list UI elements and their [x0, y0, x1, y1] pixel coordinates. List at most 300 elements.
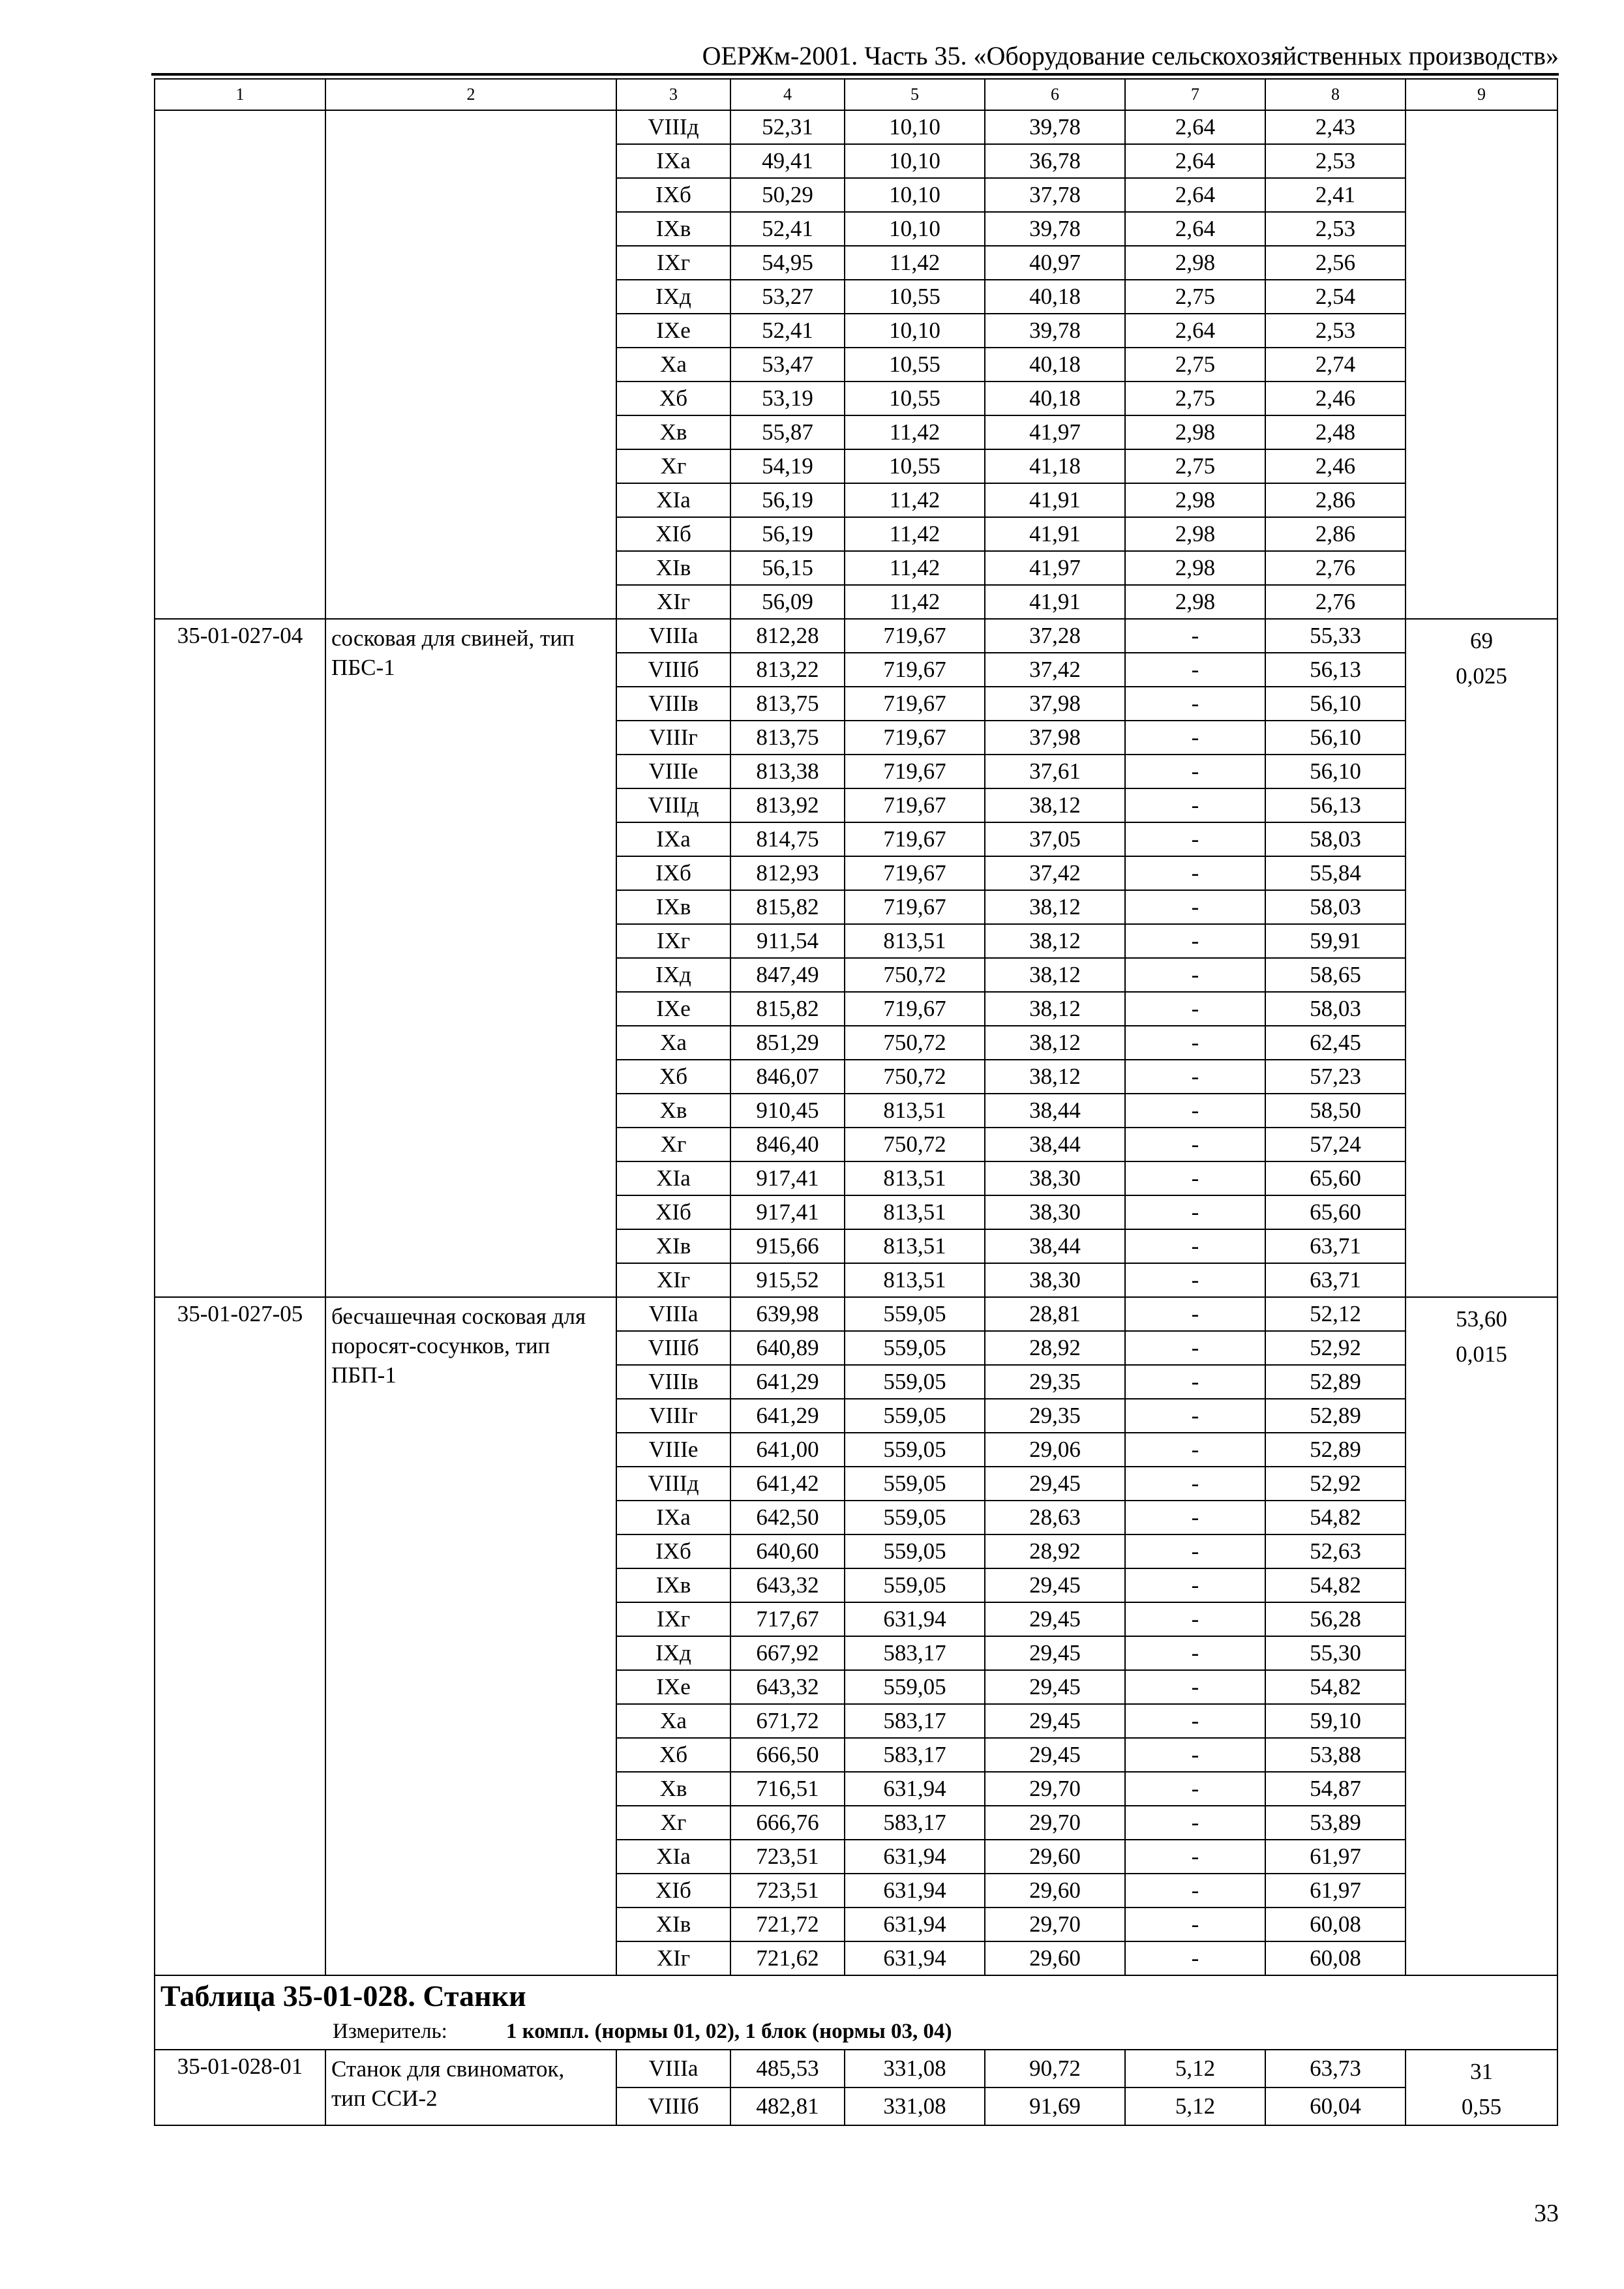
value-col-5: 11,42	[845, 585, 985, 619]
value-col-8: 53,89	[1265, 1806, 1406, 1840]
value-col-4: 56,09	[730, 585, 845, 619]
rate-code-cell: 35-01-027-05	[155, 1297, 325, 1975]
value-col-6: 38,12	[985, 890, 1125, 924]
col9-cell	[1406, 1297, 1557, 1975]
column-number-row	[155, 79, 1557, 110]
zone-cell: VIIIв	[616, 687, 730, 721]
value-col-6: 39,78	[985, 314, 1125, 348]
value-col-4: 55,87	[730, 415, 845, 449]
value-col-6: 91,69	[985, 2087, 1125, 2125]
value-col-4: 667,92	[730, 1636, 845, 1670]
value-col-8: 2,46	[1265, 382, 1406, 415]
value-col-4: 641,42	[730, 1467, 845, 1501]
value-col-4: 910,45	[730, 1094, 845, 1128]
value-col-4: 56,15	[730, 551, 845, 585]
value-col-4: 851,29	[730, 1026, 845, 1060]
value-col-7: 2,64	[1125, 212, 1265, 246]
value-col-6: 28,92	[985, 1534, 1125, 1568]
value-col-6: 90,72	[985, 2050, 1125, 2087]
value-col-7: 2,98	[1125, 246, 1265, 280]
zone-cell: IXг	[616, 1602, 730, 1636]
value-col-4: 482,81	[730, 2087, 845, 2125]
value-col-8: 54,82	[1265, 1568, 1406, 1602]
value-col-5: 719,67	[845, 890, 985, 924]
value-col-7: 2,98	[1125, 551, 1265, 585]
value-col-4: 643,32	[730, 1670, 845, 1704]
value-col-8: 62,45	[1265, 1026, 1406, 1060]
measure-line	[160, 2016, 1557, 2049]
value-col-7: 2,98	[1125, 483, 1265, 517]
value-col-7: -	[1125, 822, 1265, 856]
cell-line: бесчашечная сосковая для	[331, 1304, 586, 1329]
value-col-7: -	[1125, 1738, 1265, 1772]
value-col-8: 52,12	[1265, 1297, 1406, 1331]
value-col-4: 56,19	[730, 483, 845, 517]
value-col-4: 813,75	[730, 721, 845, 755]
value-col-4: 53,27	[730, 280, 845, 314]
value-col-6: 41,91	[985, 483, 1125, 517]
value-col-4: 640,60	[730, 1534, 845, 1568]
value-col-7: -	[1125, 721, 1265, 755]
value-col-5: 559,05	[845, 1568, 985, 1602]
value-col-5: 631,94	[845, 1840, 985, 1874]
column-number: 7	[1125, 79, 1265, 110]
value-col-7: 2,75	[1125, 382, 1265, 415]
value-col-5: 750,72	[845, 1026, 985, 1060]
zone-cell: IXе	[616, 992, 730, 1026]
value-col-8: 58,03	[1265, 992, 1406, 1026]
value-col-6: 40,97	[985, 246, 1125, 280]
value-col-8: 52,92	[1265, 1467, 1406, 1501]
value-col-7: -	[1125, 1602, 1265, 1636]
value-col-8: 2,86	[1265, 483, 1406, 517]
value-col-6: 29,70	[985, 1908, 1125, 1941]
zone-cell: Xа	[616, 1704, 730, 1738]
value-col-7: -	[1125, 1467, 1265, 1501]
zone-cell: VIIIб	[616, 1331, 730, 1365]
zone-cell: IXд	[616, 280, 730, 314]
value-col-5: 719,67	[845, 721, 985, 755]
rate-name-cell	[325, 1297, 616, 1975]
zone-cell: VIIIа	[616, 1297, 730, 1331]
column-number: 5	[845, 79, 985, 110]
value-col-4: 50,29	[730, 178, 845, 212]
value-col-7: -	[1125, 1331, 1265, 1365]
value-col-8: 57,23	[1265, 1060, 1406, 1094]
value-col-8: 56,13	[1265, 653, 1406, 687]
value-col-7: 2,98	[1125, 517, 1265, 551]
value-col-6: 40,18	[985, 382, 1125, 415]
value-col-6: 29,06	[985, 1433, 1125, 1467]
zone-cell: IXд	[616, 958, 730, 992]
value-col-7: -	[1125, 1941, 1265, 1975]
value-col-7: -	[1125, 1534, 1265, 1568]
value-col-7: 2,64	[1125, 314, 1265, 348]
value-col-8: 59,91	[1265, 924, 1406, 958]
zone-cell: Xв	[616, 1772, 730, 1806]
value-col-7: -	[1125, 1840, 1265, 1874]
zone-cell: Xб	[616, 1738, 730, 1772]
value-col-8: 2,43	[1265, 110, 1406, 144]
table-row	[155, 110, 1557, 144]
value-col-4: 639,98	[730, 1297, 845, 1331]
value-col-6: 29,70	[985, 1806, 1125, 1840]
zone-cell: IXб	[616, 856, 730, 890]
zone-cell: XIв	[616, 1229, 730, 1263]
value-col-6: 29,45	[985, 1704, 1125, 1738]
value-col-6: 40,18	[985, 348, 1125, 382]
value-col-5: 583,17	[845, 1704, 985, 1738]
value-col-6: 36,78	[985, 144, 1125, 178]
value-col-4: 54,19	[730, 449, 845, 483]
value-col-5: 583,17	[845, 1636, 985, 1670]
value-col-5: 719,67	[845, 687, 985, 721]
value-col-7: -	[1125, 1026, 1265, 1060]
value-col-4: 642,50	[730, 1501, 845, 1534]
value-col-7: 5,12	[1125, 2087, 1265, 2125]
value-col-5: 813,51	[845, 924, 985, 958]
value-col-5: 559,05	[845, 1501, 985, 1534]
page-number: 33	[1534, 2200, 1559, 2227]
value-col-5: 719,67	[845, 822, 985, 856]
value-col-7: -	[1125, 1229, 1265, 1263]
cell-line: Станок для свиноматок,	[331, 2056, 565, 2082]
value-col-6: 41,91	[985, 517, 1125, 551]
zone-cell: IXб	[616, 1534, 730, 1568]
value-col-4: 723,51	[730, 1840, 845, 1874]
value-col-5: 813,51	[845, 1195, 985, 1229]
value-col-6: 38,12	[985, 788, 1125, 822]
value-col-5: 11,42	[845, 551, 985, 585]
cell-line: ПБП-1	[331, 1362, 397, 1388]
value-col-5: 10,10	[845, 212, 985, 246]
value-col-7: -	[1125, 890, 1265, 924]
value-col-4: 917,41	[730, 1161, 845, 1195]
value-col-8: 52,63	[1265, 1534, 1406, 1568]
value-col-8: 54,82	[1265, 1501, 1406, 1534]
value-col-6: 37,42	[985, 856, 1125, 890]
value-col-5: 11,42	[845, 415, 985, 449]
value-col-7: -	[1125, 958, 1265, 992]
value-col-7: 2,75	[1125, 449, 1265, 483]
value-col-8: 2,76	[1265, 551, 1406, 585]
value-col-8: 59,10	[1265, 1704, 1406, 1738]
value-col-7: -	[1125, 1365, 1265, 1399]
value-col-4: 53,47	[730, 348, 845, 382]
zone-cell: VIIIе	[616, 1433, 730, 1467]
value-col-7: -	[1125, 653, 1265, 687]
column-number: 1	[155, 79, 325, 110]
value-col-6: 29,35	[985, 1399, 1125, 1433]
column-number: 8	[1265, 79, 1406, 110]
zone-cell: IXа	[616, 1501, 730, 1534]
value-col-8: 56,13	[1265, 788, 1406, 822]
table-row	[155, 619, 1557, 653]
value-col-5: 559,05	[845, 1433, 985, 1467]
value-col-4: 52,41	[730, 314, 845, 348]
value-col-6: 37,98	[985, 721, 1125, 755]
value-col-8: 56,10	[1265, 721, 1406, 755]
column-number: 6	[985, 79, 1125, 110]
value-col-8: 52,89	[1265, 1399, 1406, 1433]
zone-cell: VIIIб	[616, 2087, 730, 2125]
value-col-8: 2,53	[1265, 212, 1406, 246]
rate-code-cell: 35-01-027-04	[155, 619, 325, 1297]
cell-line: 0,55	[1461, 2094, 1502, 2119]
value-col-5: 559,05	[845, 1297, 985, 1331]
value-col-4: 915,66	[730, 1229, 845, 1263]
col9-cell	[1406, 110, 1557, 619]
value-col-6: 29,35	[985, 1365, 1125, 1399]
measure-label: Измеритель:	[333, 2020, 447, 2043]
value-col-6: 38,44	[985, 1094, 1125, 1128]
value-col-6: 38,30	[985, 1263, 1125, 1297]
section-title: Таблица 35-01-028. Станки	[160, 1979, 526, 2012]
value-col-8: 65,60	[1265, 1161, 1406, 1195]
value-col-4: 641,29	[730, 1399, 845, 1433]
value-col-6: 38,12	[985, 1026, 1125, 1060]
value-col-8: 57,24	[1265, 1128, 1406, 1161]
value-col-7: 2,75	[1125, 280, 1265, 314]
cell-line: тип ССИ-2	[331, 2086, 438, 2111]
value-col-6: 29,60	[985, 1840, 1125, 1874]
value-col-8: 55,84	[1265, 856, 1406, 890]
value-col-8: 2,74	[1265, 348, 1406, 382]
zone-cell: Xа	[616, 1026, 730, 1060]
value-col-4: 56,19	[730, 517, 845, 551]
value-col-4: 846,07	[730, 1060, 845, 1094]
col9-cell	[1406, 2050, 1557, 2125]
value-col-5: 10,55	[845, 449, 985, 483]
value-col-6: 41,97	[985, 551, 1125, 585]
value-col-4: 716,51	[730, 1772, 845, 1806]
value-col-6: 28,81	[985, 1297, 1125, 1331]
value-col-7: 2,64	[1125, 178, 1265, 212]
value-col-7: -	[1125, 992, 1265, 1026]
value-col-7: -	[1125, 1263, 1265, 1297]
value-col-5: 583,17	[845, 1738, 985, 1772]
zone-cell: Xа	[616, 348, 730, 382]
value-col-7: 2,75	[1125, 348, 1265, 382]
value-col-5: 559,05	[845, 1365, 985, 1399]
zone-cell: XIв	[616, 551, 730, 585]
value-col-7: 2,98	[1125, 415, 1265, 449]
cell-line: сосковая для свиней, тип	[331, 625, 575, 651]
zone-cell: IXв	[616, 890, 730, 924]
value-col-8: 2,54	[1265, 280, 1406, 314]
value-col-8: 56,10	[1265, 687, 1406, 721]
value-col-7: -	[1125, 619, 1265, 653]
cell-line: ПБС-1	[331, 655, 395, 680]
value-col-6: 37,98	[985, 687, 1125, 721]
value-col-8: 60,08	[1265, 1908, 1406, 1941]
value-col-5: 631,94	[845, 1908, 985, 1941]
rate-name-cell	[325, 2050, 616, 2125]
zone-cell: VIIIд	[616, 788, 730, 822]
value-col-6: 41,97	[985, 415, 1125, 449]
zone-cell: XIа	[616, 483, 730, 517]
value-col-5: 11,42	[845, 517, 985, 551]
value-col-5: 719,67	[845, 856, 985, 890]
zone-cell: VIIIв	[616, 1365, 730, 1399]
zone-cell: IXб	[616, 178, 730, 212]
zone-cell: VIIIг	[616, 1399, 730, 1433]
zone-cell: XIа	[616, 1161, 730, 1195]
value-col-5: 559,05	[845, 1331, 985, 1365]
value-col-6: 39,78	[985, 212, 1125, 246]
value-col-5: 10,10	[845, 144, 985, 178]
cell-line: 0,015	[1456, 1341, 1507, 1367]
value-col-5: 631,94	[845, 1772, 985, 1806]
value-col-6: 37,61	[985, 755, 1125, 788]
value-col-4: 641,00	[730, 1433, 845, 1467]
zone-cell: IXд	[616, 1636, 730, 1670]
value-col-4: 52,31	[730, 110, 845, 144]
value-col-6: 41,18	[985, 449, 1125, 483]
value-col-4: 52,41	[730, 212, 845, 246]
value-col-4: 812,93	[730, 856, 845, 890]
value-col-8: 56,10	[1265, 755, 1406, 788]
value-col-6: 29,45	[985, 1602, 1125, 1636]
rate-code-cell: 35-01-028-01	[155, 2050, 325, 2125]
cell-line: 31	[1470, 2059, 1493, 2084]
value-col-4: 847,49	[730, 958, 845, 992]
value-col-8: 65,60	[1265, 1195, 1406, 1229]
value-col-5: 331,08	[845, 2050, 985, 2087]
value-col-4: 813,22	[730, 653, 845, 687]
value-col-7: -	[1125, 1433, 1265, 1467]
value-col-6: 38,12	[985, 992, 1125, 1026]
rate-name-cell	[325, 110, 616, 619]
value-col-8: 60,04	[1265, 2087, 1406, 2125]
value-col-4: 721,62	[730, 1941, 845, 1975]
value-col-8: 63,73	[1265, 2050, 1406, 2087]
value-col-5: 10,10	[845, 110, 985, 144]
value-col-6: 28,92	[985, 1331, 1125, 1365]
header-rule	[151, 73, 1559, 76]
zone-cell: VIIIд	[616, 1467, 730, 1501]
value-col-8: 2,46	[1265, 449, 1406, 483]
value-col-8: 55,33	[1265, 619, 1406, 653]
value-col-6: 29,45	[985, 1670, 1125, 1704]
value-col-8: 52,89	[1265, 1433, 1406, 1467]
section-header-cell	[155, 1975, 1557, 2050]
value-col-7: -	[1125, 788, 1265, 822]
zone-cell: Xб	[616, 382, 730, 415]
value-col-5: 559,05	[845, 1399, 985, 1433]
value-col-6: 37,78	[985, 178, 1125, 212]
value-col-7: -	[1125, 1704, 1265, 1738]
value-col-8: 54,82	[1265, 1670, 1406, 1704]
value-col-5: 813,51	[845, 1263, 985, 1297]
value-col-7: 2,64	[1125, 110, 1265, 144]
zone-cell: Xб	[616, 1060, 730, 1094]
value-col-8: 55,30	[1265, 1636, 1406, 1670]
value-col-8: 61,97	[1265, 1840, 1406, 1874]
column-number: 3	[616, 79, 730, 110]
cell-line: 0,025	[1456, 663, 1507, 689]
value-col-7: -	[1125, 1874, 1265, 1908]
value-col-4: 815,82	[730, 992, 845, 1026]
zone-cell: IXе	[616, 314, 730, 348]
value-col-4: 815,82	[730, 890, 845, 924]
zone-cell: VIIIа	[616, 2050, 730, 2087]
value-col-4: 721,72	[730, 1908, 845, 1941]
value-col-5: 719,67	[845, 788, 985, 822]
value-col-8: 2,53	[1265, 314, 1406, 348]
value-col-4: 813,92	[730, 788, 845, 822]
rate-code-cell	[155, 110, 325, 619]
value-col-6: 40,18	[985, 280, 1125, 314]
zone-cell: Xв	[616, 1094, 730, 1128]
value-col-6: 37,42	[985, 653, 1125, 687]
value-col-5: 719,67	[845, 619, 985, 653]
zone-cell: XIа	[616, 1840, 730, 1874]
zone-cell: VIIIг	[616, 721, 730, 755]
zone-cell: Xв	[616, 415, 730, 449]
table-row	[155, 1297, 1557, 1331]
value-col-4: 53,19	[730, 382, 845, 415]
value-col-5: 10,55	[845, 382, 985, 415]
zone-cell: XIг	[616, 1941, 730, 1975]
value-col-6: 38,12	[985, 958, 1125, 992]
value-col-7: -	[1125, 924, 1265, 958]
value-col-6: 29,60	[985, 1941, 1125, 1975]
value-col-5: 559,05	[845, 1467, 985, 1501]
value-col-6: 38,12	[985, 1060, 1125, 1094]
value-col-7: -	[1125, 1636, 1265, 1670]
value-col-5: 11,42	[845, 246, 985, 280]
zone-cell: IXг	[616, 246, 730, 280]
value-col-7: -	[1125, 1568, 1265, 1602]
value-col-5: 10,10	[845, 314, 985, 348]
value-col-4: 49,41	[730, 144, 845, 178]
cell-line: 69	[1470, 628, 1493, 653]
value-col-8: 58,65	[1265, 958, 1406, 992]
value-col-4: 723,51	[730, 1874, 845, 1908]
value-col-5: 10,10	[845, 178, 985, 212]
value-col-6: 29,70	[985, 1772, 1125, 1806]
value-col-8: 58,03	[1265, 822, 1406, 856]
value-col-5: 331,08	[845, 2087, 985, 2125]
value-col-7: -	[1125, 856, 1265, 890]
zone-cell: XIб	[616, 517, 730, 551]
value-col-5: 813,51	[845, 1094, 985, 1128]
value-col-8: 2,48	[1265, 415, 1406, 449]
value-col-5: 11,42	[845, 483, 985, 517]
value-col-5: 10,55	[845, 280, 985, 314]
value-col-6: 37,05	[985, 822, 1125, 856]
value-col-5: 559,05	[845, 1670, 985, 1704]
value-col-7: -	[1125, 1297, 1265, 1331]
value-col-4: 641,29	[730, 1365, 845, 1399]
value-col-6: 29,45	[985, 1738, 1125, 1772]
value-col-5: 750,72	[845, 958, 985, 992]
value-col-7: -	[1125, 1806, 1265, 1840]
value-col-4: 814,75	[730, 822, 845, 856]
value-col-5: 719,67	[845, 992, 985, 1026]
value-col-8: 2,56	[1265, 246, 1406, 280]
rates-table	[154, 78, 1558, 2126]
value-col-6: 37,28	[985, 619, 1125, 653]
value-col-4: 717,67	[730, 1602, 845, 1636]
measure-value: 1 компл. (нормы 01, 02), 1 блок (нормы 03, 04)	[505, 2020, 952, 2043]
value-col-6: 28,63	[985, 1501, 1125, 1534]
zone-cell: VIIIе	[616, 755, 730, 788]
value-col-5: 559,05	[845, 1534, 985, 1568]
value-col-4: 485,53	[730, 2050, 845, 2087]
value-col-4: 812,28	[730, 619, 845, 653]
